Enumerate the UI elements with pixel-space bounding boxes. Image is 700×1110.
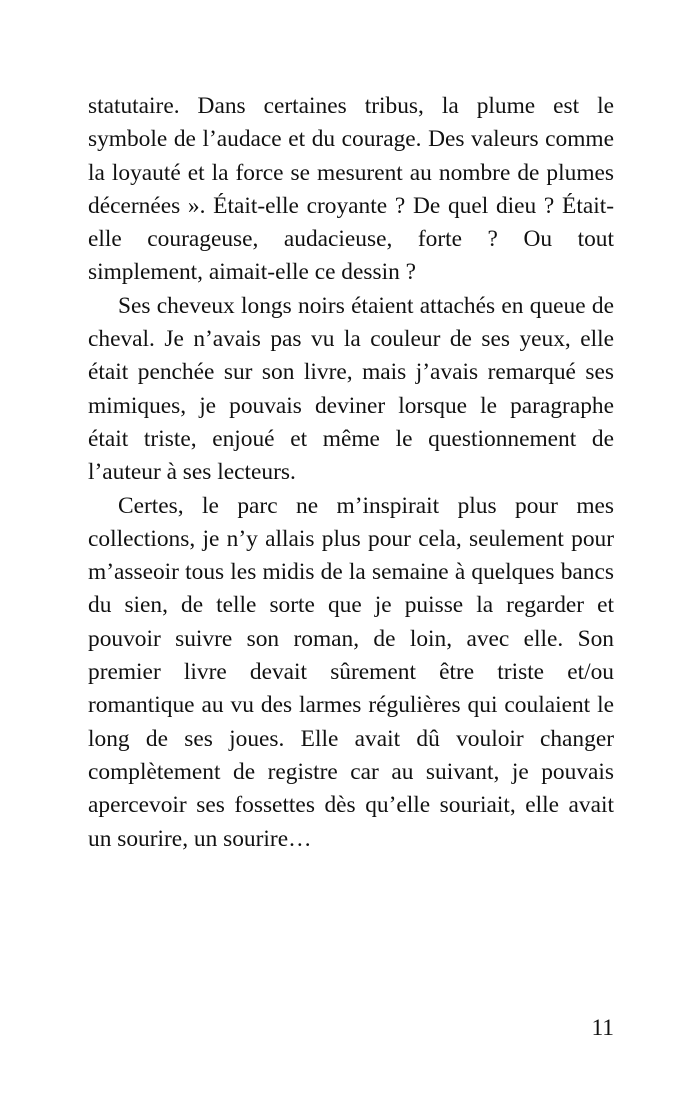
paragraph-park-visits: Certes, le parc ne m’inspirait plus pour mes collections, je n’y allais plus pour cela, seulement pour m’asseoir tous les midis de la semaine à quelques bancs du sien, de telle sorte que je puisse la regarder et pouvoir suivre son roman, de loin, avec elle. Son premier livre devait sûrement être triste et/ou romantique au vu des larmes régulières qui coulaient le long de ses joues. Elle avait dû vouloir changer complètement de registre car au suivant, je pouvais apercevoir ses fossettes dès qu’elle souriait, elle avait un sourire, un sourire… <box>88 492 614 852</box>
paragraph-hair-description: Ses cheveux longs noirs étaient attachés en queue de cheval. Je n’avais pas vu la couleur de ses yeux, elle était penchée sur son livre, mais j’avais remarqué ses mimiques, je pouvais deviner lorsque le paragraphe était triste, enjoué et même le questionnement de l’auteur à ses lecteurs. <box>88 292 614 486</box>
body-text <box>88 90 614 856</box>
paragraph-continuation: statutaire. Dans certaines tribus, la plume est le symbole de l’audace et du courage. Des valeurs comme la loyauté et la force se mesurent au nombre de plumes décernées ». Était-elle croyante ? De quel dieu ? Était-elle courageuse, audacieuse, forte ? Ou tout simplement, aimait-elle ce dessin ? <box>88 93 614 286</box>
page-number: 11 <box>591 1015 614 1041</box>
